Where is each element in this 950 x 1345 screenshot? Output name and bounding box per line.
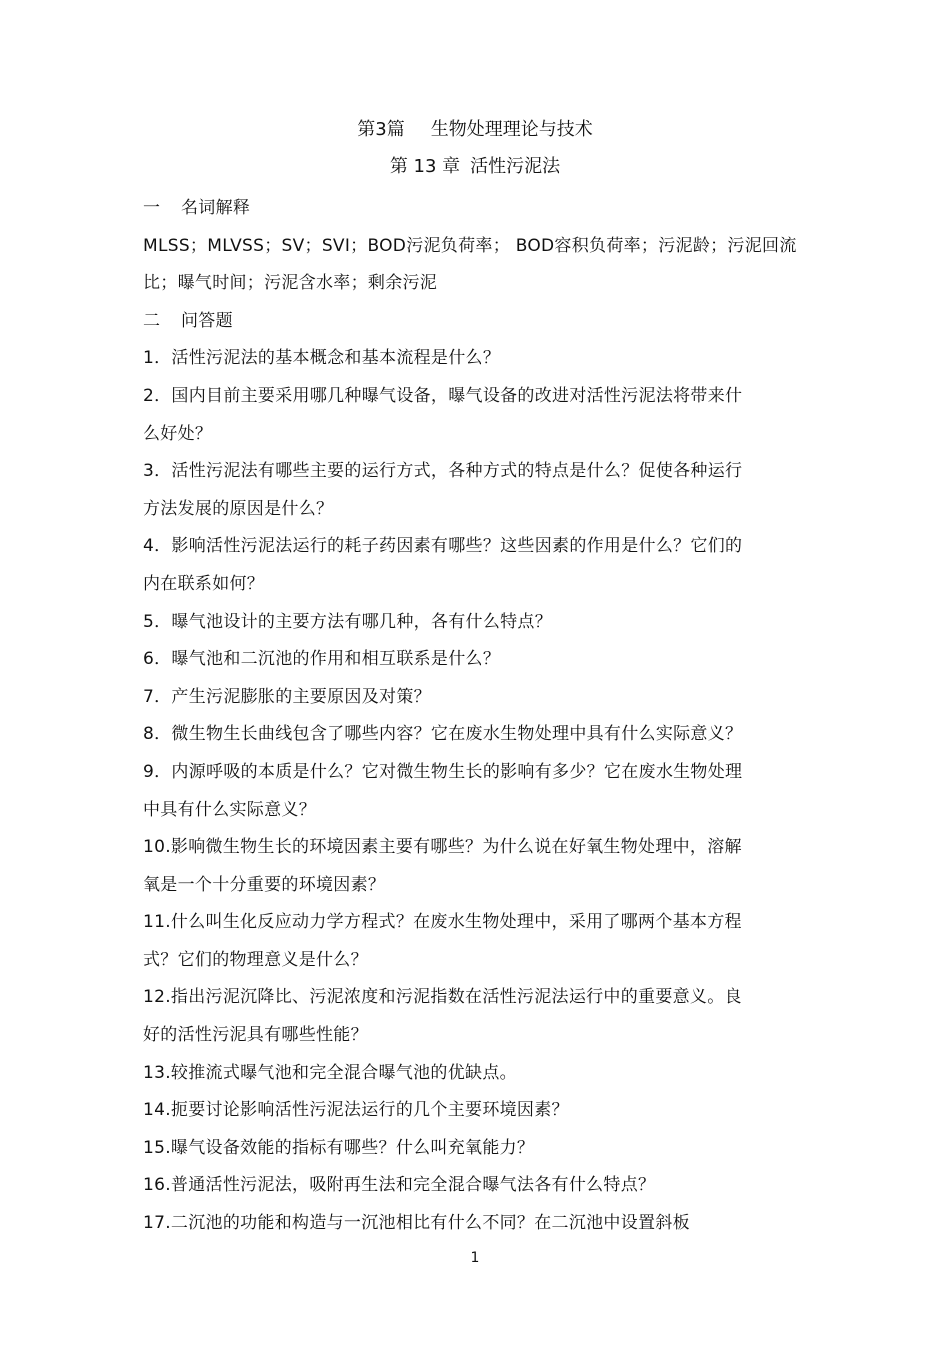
question-line: 么好处？ [143, 423, 213, 444]
question-line: 10.影响微生物生长的环境因素主要有哪些？为什么说在好氧生物处理中，溶解 [143, 837, 742, 858]
question-line: 3．活性污泥法有哪些主要的运行方式，各种方式的特点是什么？促使各种运行 [143, 461, 743, 482]
part-number: 第3篇 [357, 119, 405, 140]
question-line: 2．国内目前主要采用哪几种曝气设备，曝气设备的改进对活性污泥法将带来什 [143, 385, 743, 406]
part-title-text: 生物处理理论与技术 [430, 119, 593, 140]
question-line: 4．影响活性污泥法运行的耗子药因素有哪些？这些因素的作用是什么？它们的 [143, 536, 743, 557]
question-line: 5．曝气池设计的主要方法有哪几种，各有什么特点？ [143, 611, 553, 632]
chapter-title [0, 155, 950, 179]
page-number: 1 [470, 1250, 480, 1266]
question-line: 方法发展的原因是什么？ [143, 498, 334, 519]
body-text [143, 190, 797, 1243]
question-line: 14.扼要讨论影响活性污泥法运行的几个主要环境因素？ [143, 1100, 569, 1121]
question-line: 1．活性污泥法的基本概念和基本流程是什么？ [143, 348, 501, 369]
section-title: 问答题 [181, 310, 233, 331]
question-line: 13.较推流式曝气池和完全混合曝气池的优缺点。 [143, 1062, 517, 1083]
text-line: MLSS；MLVSS；SV；SVI；BOD污泥负荷率； BOD容积负荷率；污泥龄；污泥回流 [143, 235, 797, 256]
question-line: 6．曝气池和二沉池的作用和相互联系是什么？ [143, 649, 501, 670]
text-line: 比；曝气时间；污泥含水率；剩余污泥 [143, 273, 438, 294]
question-line: 15.曝气设备效能的指标有哪些？什么叫充氧能力？ [143, 1137, 535, 1158]
question-line: 17.二沉池的功能和构造与一沉池相比有什么不同？在二沉池中设置斜板 [143, 1213, 690, 1234]
question-line: 9．内源呼吸的本质是什么？它对微生物生长的影响有多少？它在废水生物处理 [143, 761, 743, 782]
section-number: 一 [143, 198, 161, 218]
question-line: 氧是一个十分重要的环境因素？ [143, 874, 386, 895]
question-line: 8．微生物生长曲线包含了哪些内容？它在废水生物处理中具有什么实际意义？ [143, 724, 743, 745]
question-line: 12.指出污泥沉降比、污泥浓度和污泥指数在活性污泥法运行中的重要意义。良 [143, 987, 742, 1008]
question-line: 16.普通活性污泥法，吸附再生法和完全混合曝气法各有什么特点？ [143, 1175, 656, 1196]
section-heading-questions [143, 303, 793, 341]
chapter-number: 第 13 章 [389, 156, 461, 177]
question-line: 中具有什么实际意义？ [143, 799, 316, 820]
question-line: 7．产生污泥膨胀的主要原因及对策？ [143, 686, 431, 707]
part-title [0, 118, 950, 142]
question-line: 式？它们的物理意义是什么？ [143, 949, 368, 970]
question-line: 内在联系如何？ [143, 573, 265, 594]
question-line: 11.什么叫生化反应动力学方程式？在废水生物处理中，采用了哪两个基本方程 [143, 912, 742, 933]
chapter-title-text: 活性污泥法 [470, 156, 561, 177]
section-number: 二 [143, 310, 161, 331]
section-heading-terms [143, 190, 793, 228]
section-title: 名词解释 [181, 198, 251, 218]
question-line: 好的活性污泥具有哪些性能？ [143, 1025, 368, 1046]
